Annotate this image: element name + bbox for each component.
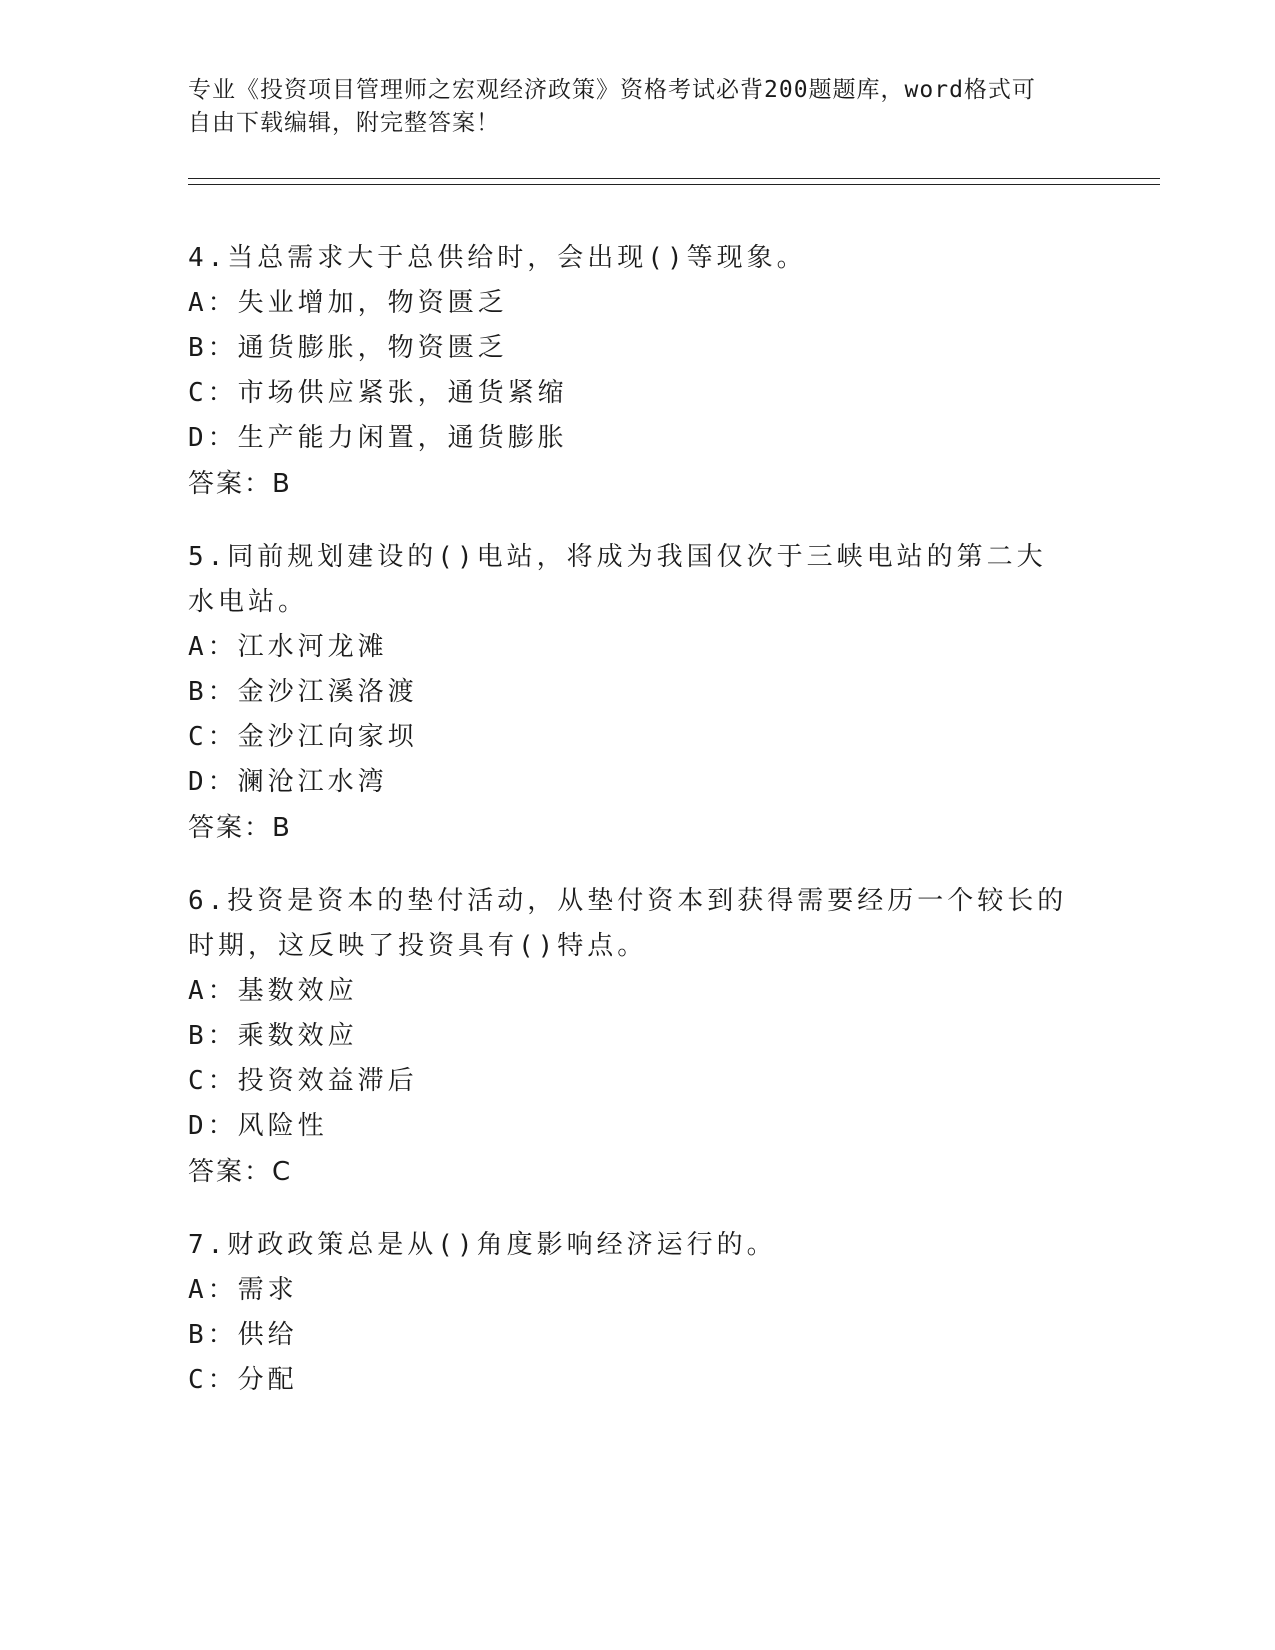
header-divider-top [188, 178, 1160, 179]
question-6 [188, 879, 1068, 1195]
option-a: A：江水河龙滩 [188, 632, 388, 662]
option-c: C：市场供应紧张，通货紧缩 [188, 378, 568, 408]
question-text: 5.同前规划建设的()电站，将成为我国仅次于三峡电站的第二大水电站。 [188, 542, 1047, 617]
question-text: 4.当总需求大于总供给时，会出现()等现象。 [188, 243, 807, 273]
option-c: C：投资效益滞后 [188, 1066, 418, 1096]
header-line-1: 专业《投资项目管理师之宏观经济政策》资格考试必背200题题库，word格式可 [188, 77, 1036, 103]
question-list [188, 236, 1068, 1431]
question-text: 6.投资是资本的垫付活动，从垫付资本到获得需要经历一个较长的时期，这反映了投资具有()特点。 [188, 886, 1068, 961]
question-7 [188, 1223, 1068, 1403]
option-b: B：金沙江溪洛渡 [188, 677, 418, 707]
option-a: A：需求 [188, 1275, 298, 1305]
answer-line: 答案：C [188, 1157, 293, 1187]
document-header [188, 74, 1068, 140]
option-d: D：澜沧江水湾 [188, 767, 388, 797]
option-a: A：基数效应 [188, 976, 358, 1006]
question-text: 7.财政政策总是从()角度影响经济运行的。 [188, 1230, 777, 1260]
option-c: C：金沙江向家坝 [188, 722, 418, 752]
option-b: B：乘数效应 [188, 1021, 358, 1051]
option-b: B：通货膨胀，物资匮乏 [188, 333, 508, 363]
option-c: C：分配 [188, 1365, 298, 1395]
header-line-2: 自由下载编辑，附完整答案！ [188, 110, 500, 136]
option-a: A：失业增加，物资匮乏 [188, 288, 508, 318]
answer-line: 答案：B [188, 469, 292, 499]
answer-line: 答案：B [188, 813, 292, 843]
option-d: D：生产能力闲置，通货膨胀 [188, 423, 568, 453]
question-4 [188, 236, 1068, 507]
option-d: D：风险性 [188, 1111, 328, 1141]
question-5 [188, 535, 1068, 851]
header-divider-bottom [188, 184, 1160, 185]
option-b: B：供给 [188, 1320, 298, 1350]
